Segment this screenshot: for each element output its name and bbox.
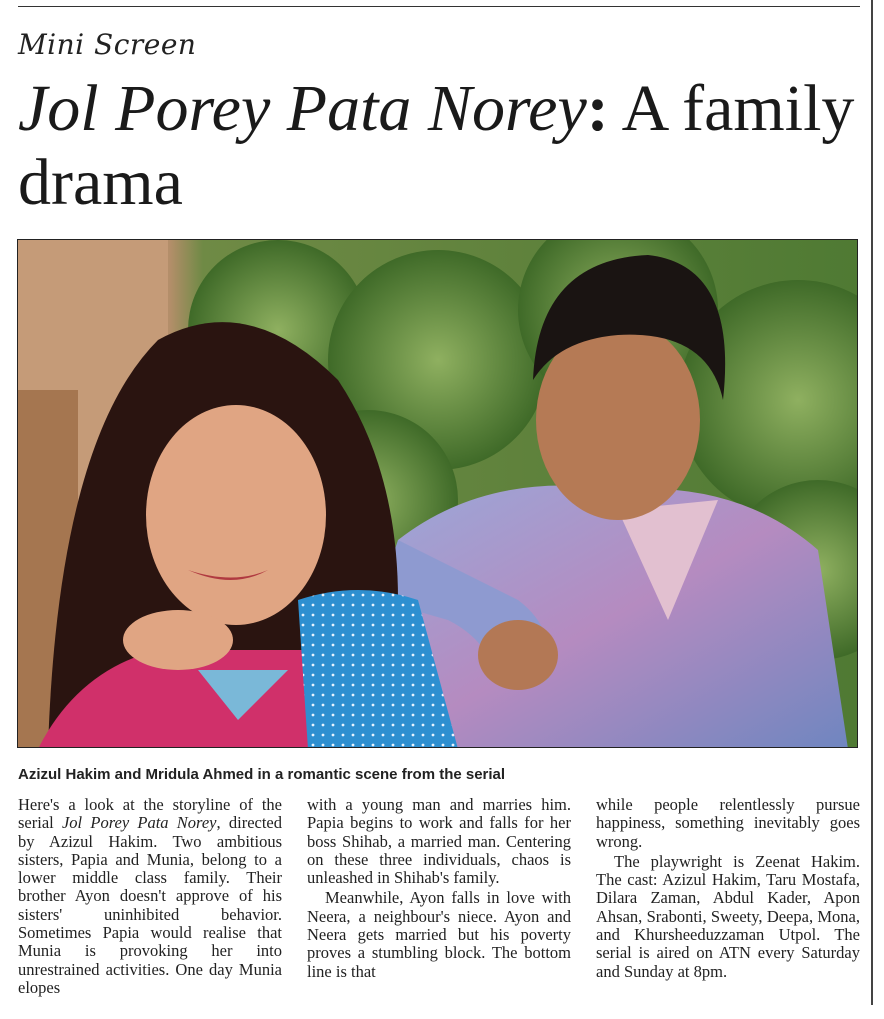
column-divider — [871, 0, 873, 1005]
photo-illustration — [18, 240, 858, 748]
photo-caption: Azizul Hakim and Mridula Ahmed in a romantic scene from the serial — [18, 766, 506, 783]
paragraph: with a young man and marries him. Papia begins to work and falls for her boss Shihab, a married man. Centering on these three individuals, chaos is unleashed in Shihab's family. — [307, 795, 571, 888]
headline-colon: : — [586, 72, 609, 145]
article-photo — [17, 239, 858, 748]
headline — [18, 72, 858, 220]
paragraph: The playwright is Zeenat Hakim. The cast: Azizul Hakim, Taru Mostafa, Dilara Zaman, Abdul Kader, Apon Ahsan, Srabonti, Sweety, Deepa, Mona, and Khursheeduzzaman Utpol. The serial is aired on ATN every Saturday and Sunday at 8pm. — [596, 851, 860, 981]
article-column-3 — [596, 796, 860, 981]
paragraph — [18, 796, 282, 997]
article-column-1 — [18, 796, 282, 997]
headline-subtitle: A family drama — [18, 72, 855, 219]
text-run: , directed by Azizul Hakim. Two ambitious sisters, Papia and Munia, belong to a lower middle class family. Their brother Ayon doesn't approve of his sisters' uninhibited behavior. Sometimes Papia would realise that Munia is provoking her into unrestrained activities. One day Munia elopes — [18, 813, 282, 997]
serial-title-italic: Jol Porey Pata Norey — [61, 813, 217, 833]
paragraph: while people relentlessly pursue happiness, something inevitably goes wrong. — [596, 795, 860, 851]
headline-title: Jol Porey Pata Norey — [18, 72, 587, 145]
top-divider — [18, 6, 860, 7]
text-run: Here's a look at the storyline of the serial — [18, 795, 282, 833]
paragraph: Meanwhile, Ayon falls in love with Neera, a neighbour's niece. Ayon and Neera gets married but his poverty proves a stumbling block. The bottom line is that — [307, 888, 571, 981]
section-label: Mini Screen — [18, 28, 197, 61]
article-column-2 — [307, 796, 571, 981]
